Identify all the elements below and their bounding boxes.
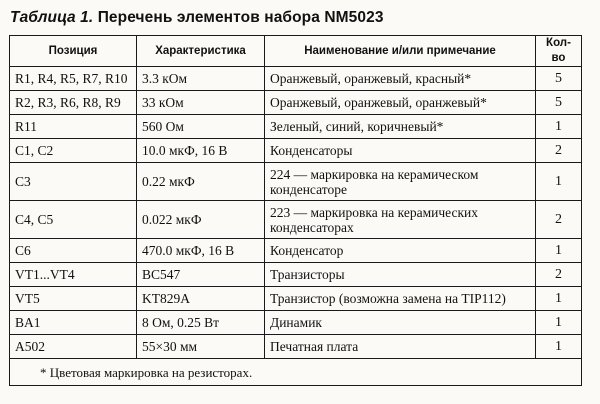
header-name: Наименование и/или примечание: [265, 36, 536, 67]
cell-position: C4, C5: [10, 201, 137, 239]
table-row: [10, 163, 582, 201]
cell-qty: 2: [536, 263, 582, 287]
header-qty: Кол-во: [536, 36, 582, 67]
header-characteristic: Характеристика: [137, 36, 265, 67]
table-row: [10, 311, 582, 335]
cell-characteristic: 8 Ом, 0.25 Вт: [137, 311, 265, 335]
cell-qty: 1: [536, 287, 582, 311]
cell-name: Зеленый, синий, коричневый*: [265, 115, 536, 139]
cell-name: Транзисторы: [265, 263, 536, 287]
parts-table: [9, 35, 582, 386]
cell-position: VT5: [10, 287, 137, 311]
table-row: [10, 139, 582, 163]
cell-name: Транзистор (возможна замена на TIP112): [265, 287, 536, 311]
cell-position: C1, C2: [10, 139, 137, 163]
cell-position: C3: [10, 163, 137, 201]
cell-characteristic: 10.0 мкФ, 16 В: [137, 139, 265, 163]
cell-name: Оранжевый, оранжевый, оранжевый*: [265, 91, 536, 115]
table-row: [10, 263, 582, 287]
cell-characteristic: 0.022 мкФ: [137, 201, 265, 239]
cell-name: Динамик: [265, 311, 536, 335]
cell-qty: 1: [536, 163, 582, 201]
cell-position: R11: [10, 115, 137, 139]
cell-position: VT1...VT4: [10, 263, 137, 287]
cell-qty: 5: [536, 91, 582, 115]
header-position: Позиция: [10, 36, 137, 67]
cell-qty: 1: [536, 311, 582, 335]
footnote: * Цветовая маркировка на резисторах.: [10, 359, 582, 386]
table-row: [10, 201, 582, 239]
cell-characteristic: 0.22 мкФ: [137, 163, 265, 201]
cell-characteristic: 33 кОм: [137, 91, 265, 115]
cell-name: Оранжевый, оранжевый, красный*: [265, 67, 536, 91]
table-row: [10, 91, 582, 115]
cell-characteristic: 560 Ом: [137, 115, 265, 139]
cell-qty: 2: [536, 139, 582, 163]
table-row: [10, 115, 582, 139]
cell-qty: 1: [536, 335, 582, 359]
cell-characteristic: 470.0 мкФ, 16 В: [137, 239, 265, 263]
cell-name: 224 — маркировка на керамическом конденсаторе: [265, 163, 536, 201]
table-row: [10, 239, 582, 263]
cell-qty: 1: [536, 239, 582, 263]
cell-name: Конденсатор: [265, 239, 536, 263]
cell-name: Печатная плата: [265, 335, 536, 359]
cell-position: C6: [10, 239, 137, 263]
header-row: [10, 36, 582, 67]
table-row: [10, 287, 582, 311]
cell-qty: 2: [536, 201, 582, 239]
cell-name: Конденсаторы: [265, 139, 536, 163]
table-caption: Перечень элементов набора NM5023: [97, 9, 384, 26]
cell-qty: 1: [536, 115, 582, 139]
cell-characteristic: BC547: [137, 263, 265, 287]
cell-name: 223 — маркировка на керамических конденсаторах: [265, 201, 536, 239]
cell-position: A502: [10, 335, 137, 359]
footnote-row: [10, 359, 582, 386]
cell-characteristic: 3.3 кОм: [137, 67, 265, 91]
cell-qty: 5: [536, 67, 582, 91]
cell-position: BA1: [10, 311, 137, 335]
cell-characteristic: 55×30 мм: [137, 335, 265, 359]
cell-position: R1, R4, R5, R7, R10: [10, 67, 137, 91]
table-row: [10, 67, 582, 91]
table-number: Таблица 1.: [10, 9, 94, 26]
table-title: [10, 9, 384, 27]
table-row: [10, 335, 582, 359]
cell-position: R2, R3, R6, R8, R9: [10, 91, 137, 115]
cell-characteristic: KT829A: [137, 287, 265, 311]
